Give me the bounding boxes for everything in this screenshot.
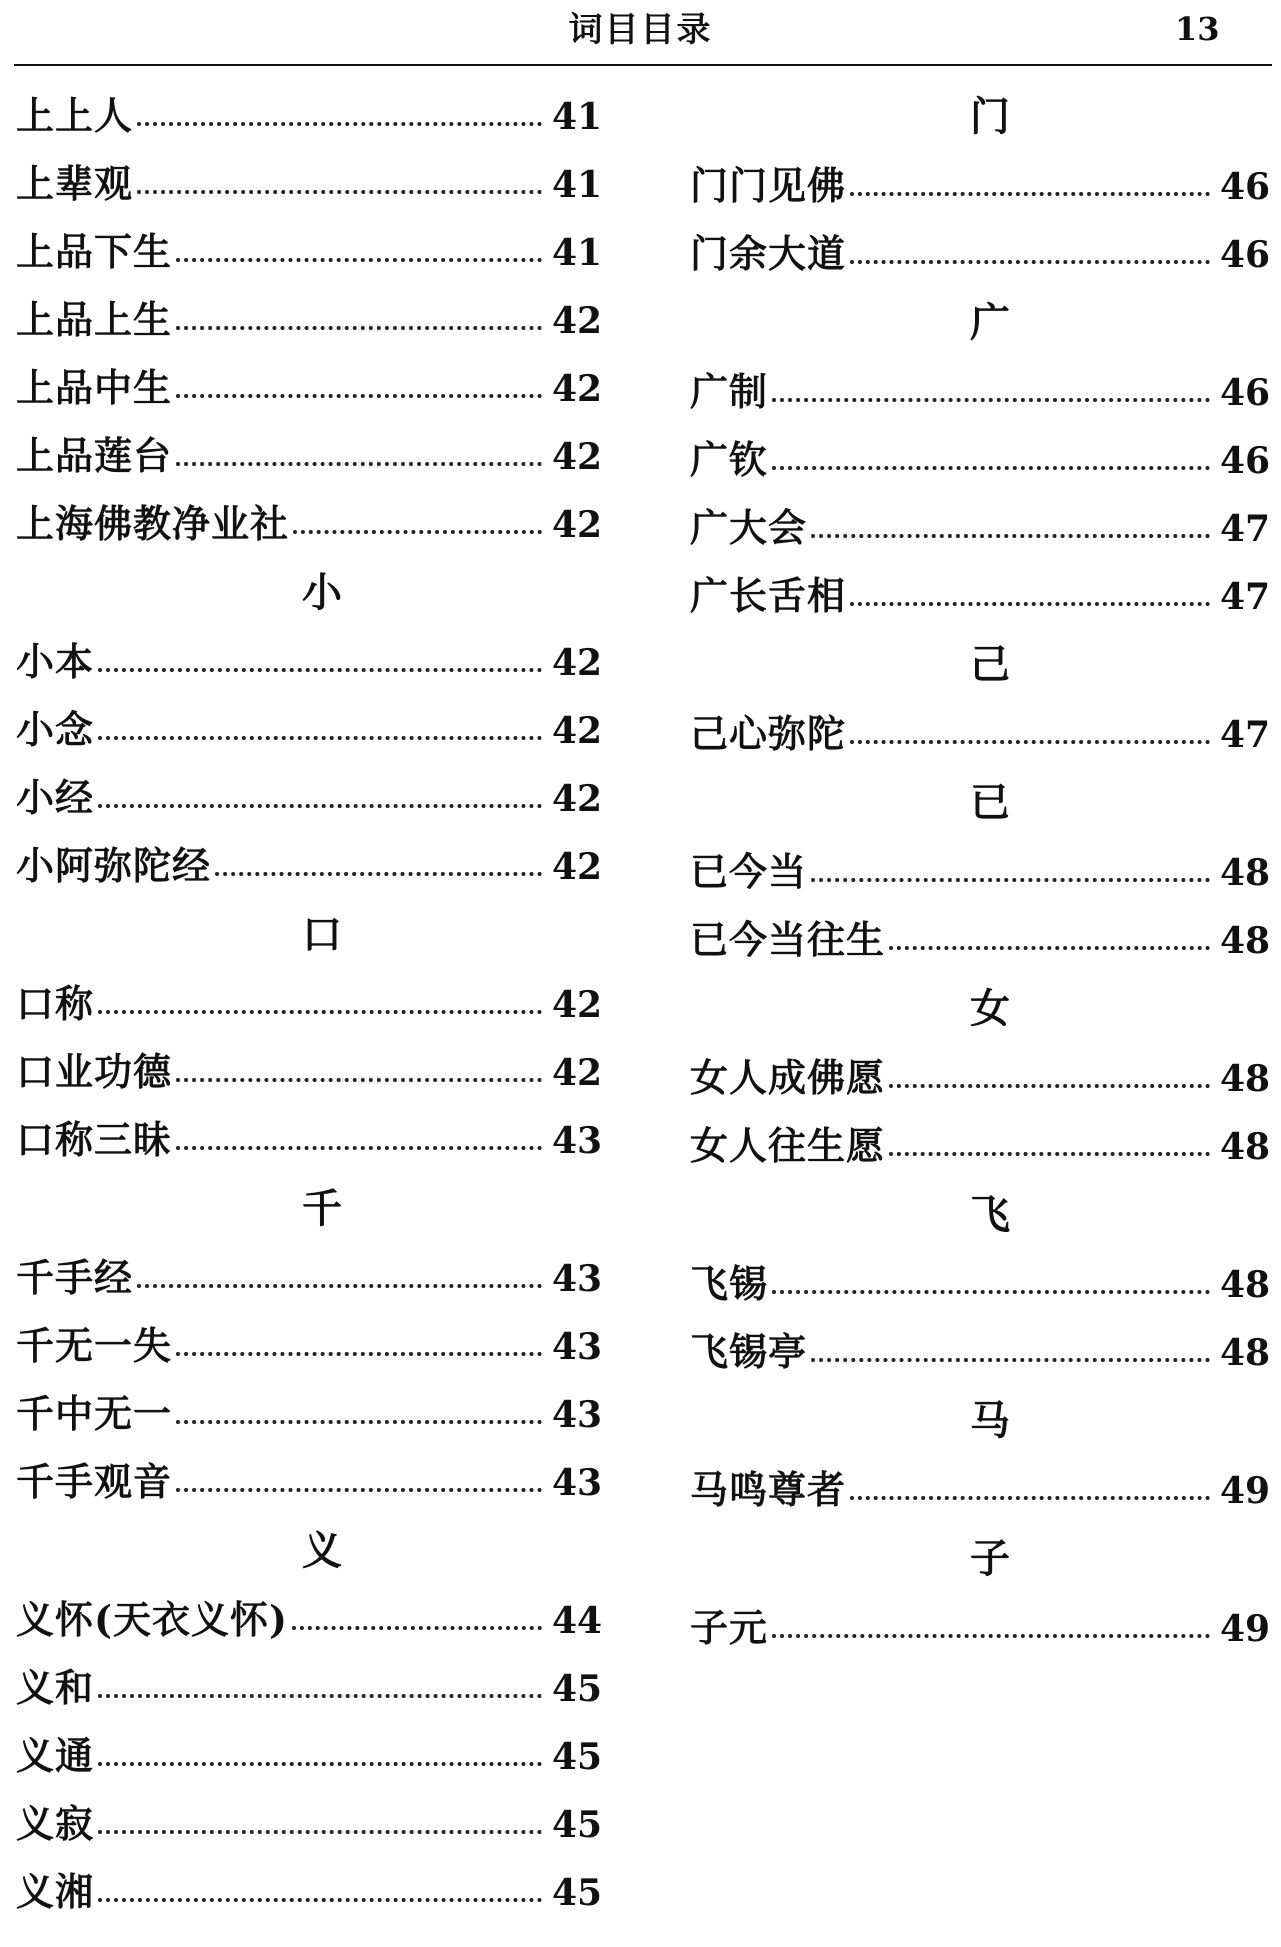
entry-term: 已今当 (690, 849, 808, 894)
dot-leader (98, 1762, 542, 1766)
index-entry (16, 490, 603, 558)
entry-term: 小经 (16, 775, 95, 820)
index-entry (16, 82, 603, 150)
dot-leader (176, 326, 542, 330)
index-entry (16, 150, 603, 218)
left-column (16, 82, 603, 1926)
entry-term: 飞锡 (690, 1261, 769, 1306)
index-entry (16, 1858, 603, 1926)
index-entry (16, 1038, 603, 1106)
index-entry (690, 220, 1270, 288)
dot-leader (215, 872, 542, 876)
entry-term: 义湘 (16, 1869, 95, 1914)
index-entry (690, 838, 1270, 906)
index-entry (16, 832, 603, 900)
page-title: 词目目录 (568, 10, 713, 50)
dot-leader (98, 804, 542, 808)
entry-term: 小本 (16, 639, 95, 684)
page-number: 13 (1175, 10, 1220, 48)
dot-leader (176, 1352, 542, 1356)
entry-term: 飞锡亭 (690, 1329, 808, 1374)
dot-leader (889, 1152, 1210, 1156)
entry-page-number: 43 (552, 1462, 603, 1504)
entry-page-number: 45 (552, 1736, 603, 1778)
index-entry (16, 970, 603, 1038)
dot-leader (772, 1290, 1210, 1294)
entry-page-number: 42 (552, 846, 603, 888)
entry-term: 广制 (690, 369, 769, 414)
entry-term: 上上人 (16, 93, 134, 138)
index-entry (16, 1312, 603, 1380)
index-entry (16, 1790, 603, 1858)
entry-term: 广钦 (690, 437, 769, 482)
index-entry (16, 218, 603, 286)
index-entry (16, 354, 603, 422)
index-entry (690, 1318, 1270, 1386)
index-entry (690, 1250, 1270, 1318)
header-divider (14, 64, 1272, 66)
entry-page-number: 42 (552, 504, 603, 546)
entry-term: 千中无一 (16, 1391, 173, 1436)
entry-term: 广长舌相 (690, 573, 847, 618)
entry-page-number: 46 (1220, 166, 1271, 208)
dot-leader (98, 1830, 542, 1834)
entry-term: 上品莲台 (16, 433, 173, 478)
entry-term: 上品上生 (16, 297, 173, 342)
entry-page-number: 48 (1220, 852, 1271, 894)
entry-term: 上海佛教净业社 (16, 501, 290, 546)
entry-page-number: 42 (552, 778, 603, 820)
dot-leader (772, 466, 1210, 470)
index-entry (690, 1594, 1270, 1662)
dot-leader (811, 534, 1210, 538)
index-entry (16, 1448, 603, 1516)
entry-page-number: 42 (552, 1052, 603, 1094)
entry-term: 己心弥陀 (690, 711, 847, 756)
section-heading: 口 (302, 911, 342, 958)
section-heading: 门 (970, 93, 1010, 140)
dot-leader (850, 740, 1210, 744)
index-entry (16, 1380, 603, 1448)
entry-page-number: 48 (1220, 920, 1271, 962)
entry-page-number: 41 (552, 96, 603, 138)
entry-term: 口称三昧 (16, 1117, 173, 1162)
entry-page-number: 42 (552, 984, 603, 1026)
dot-leader (772, 398, 1210, 402)
section-heading: 马 (970, 1397, 1010, 1444)
entry-page-number: 43 (552, 1326, 603, 1368)
entry-term: 千手经 (16, 1255, 134, 1300)
index-entry (16, 764, 603, 832)
entry-page-number: 46 (1220, 372, 1271, 414)
entry-term: 小阿弥陀经 (16, 843, 212, 888)
dot-leader (850, 260, 1210, 264)
dot-leader (137, 190, 542, 194)
index-entry (690, 1112, 1270, 1180)
dot-leader (176, 1488, 542, 1492)
entry-term: 义和 (16, 1665, 95, 1710)
dot-leader (850, 602, 1210, 606)
section-heading: 小 (302, 569, 342, 616)
entry-page-number: 45 (552, 1668, 603, 1710)
dot-leader (176, 1420, 542, 1424)
dot-leader (176, 394, 542, 398)
section-heading: 飞 (970, 1191, 1010, 1238)
entry-term: 千手观音 (16, 1459, 173, 1504)
dot-leader (850, 192, 1210, 196)
dot-leader (176, 258, 542, 262)
index-entry (16, 1106, 603, 1174)
entry-term: 女人成佛愿 (690, 1055, 886, 1100)
dot-leader (98, 736, 542, 740)
section-heading: 己 (970, 641, 1010, 688)
dot-leader (98, 668, 542, 672)
entry-page-number: 42 (552, 436, 603, 478)
entry-term: 义寂 (16, 1801, 95, 1846)
index-entry (16, 628, 603, 696)
index-entry (690, 700, 1270, 768)
index-entry (690, 1044, 1270, 1112)
dot-leader (176, 462, 542, 466)
dot-leader (98, 1898, 542, 1902)
entry-term: 上辈观 (16, 161, 134, 206)
dot-leader (772, 1634, 1210, 1638)
index-entry (16, 1654, 603, 1722)
index-entry (16, 286, 603, 354)
dot-leader (137, 1284, 542, 1288)
index-entry (690, 1456, 1270, 1524)
entry-page-number: 41 (552, 164, 603, 206)
entry-page-number: 43 (552, 1258, 603, 1300)
entry-term: 广大会 (690, 505, 808, 550)
entry-term: 上品中生 (16, 365, 173, 410)
entry-page-number: 49 (1220, 1608, 1271, 1650)
entry-term: 小念 (16, 707, 95, 752)
entry-term: 已今当往生 (690, 917, 886, 962)
entry-term: 义怀(天衣义怀) (16, 1597, 288, 1642)
entry-term: 义通 (16, 1733, 95, 1778)
index-entry (16, 1244, 603, 1312)
section-heading: 已 (970, 779, 1010, 826)
entry-page-number: 48 (1220, 1058, 1271, 1100)
entry-term: 口业功德 (16, 1049, 173, 1094)
dot-leader (176, 1078, 542, 1082)
index-entry (16, 1722, 603, 1790)
entry-page-number: 41 (552, 232, 603, 274)
index-entry (690, 426, 1270, 494)
entry-page-number: 46 (1220, 440, 1271, 482)
index-entry (690, 494, 1270, 562)
entry-page-number: 47 (1220, 508, 1271, 550)
entry-page-number: 45 (552, 1872, 603, 1914)
index-entry (690, 562, 1270, 630)
entry-term: 马鸣尊者 (690, 1467, 847, 1512)
entry-page-number: 45 (552, 1804, 603, 1846)
entry-page-number: 43 (552, 1120, 603, 1162)
index-entry (690, 358, 1270, 426)
dot-leader (98, 1694, 542, 1698)
entry-page-number: 43 (552, 1394, 603, 1436)
section-heading: 广 (970, 299, 1010, 346)
section-heading: 子 (970, 1535, 1010, 1582)
entry-page-number: 42 (552, 642, 603, 684)
index-entry (16, 1586, 603, 1654)
entry-page-number: 48 (1220, 1332, 1271, 1374)
index-entry (16, 696, 603, 764)
entry-term: 门余大道 (690, 231, 847, 276)
dot-leader (292, 1626, 542, 1630)
entry-term: 千无一失 (16, 1323, 173, 1368)
entry-page-number: 49 (1220, 1470, 1271, 1512)
index-entry (690, 906, 1270, 974)
dot-leader (811, 1358, 1210, 1362)
entry-page-number: 42 (552, 368, 603, 410)
dot-leader (137, 122, 542, 126)
dot-leader (850, 1496, 1210, 1500)
dot-leader (889, 946, 1210, 950)
section-heading: 千 (302, 1185, 342, 1232)
index-entry (690, 152, 1270, 220)
entry-term: 口称 (16, 981, 95, 1026)
dot-leader (98, 1010, 542, 1014)
entry-page-number: 48 (1220, 1264, 1271, 1306)
entry-page-number: 42 (552, 300, 603, 342)
entry-term: 女人往生愿 (690, 1123, 886, 1168)
entry-page-number: 46 (1220, 234, 1271, 276)
section-heading: 义 (302, 1527, 342, 1574)
dot-leader (811, 878, 1210, 882)
section-heading: 女 (970, 985, 1010, 1032)
entry-page-number: 48 (1220, 1126, 1271, 1168)
entry-term: 子元 (690, 1605, 769, 1650)
dot-leader (889, 1084, 1210, 1088)
entry-page-number: 42 (552, 710, 603, 752)
entry-term: 门门见佛 (690, 163, 847, 208)
dot-leader (293, 530, 542, 534)
entry-page-number: 44 (552, 1600, 603, 1642)
entry-term: 上品下生 (16, 229, 173, 274)
index-entry (16, 422, 603, 490)
entry-page-number: 47 (1220, 576, 1271, 618)
dot-leader (176, 1146, 542, 1150)
entry-page-number: 47 (1220, 714, 1271, 756)
right-column (690, 82, 1270, 1662)
